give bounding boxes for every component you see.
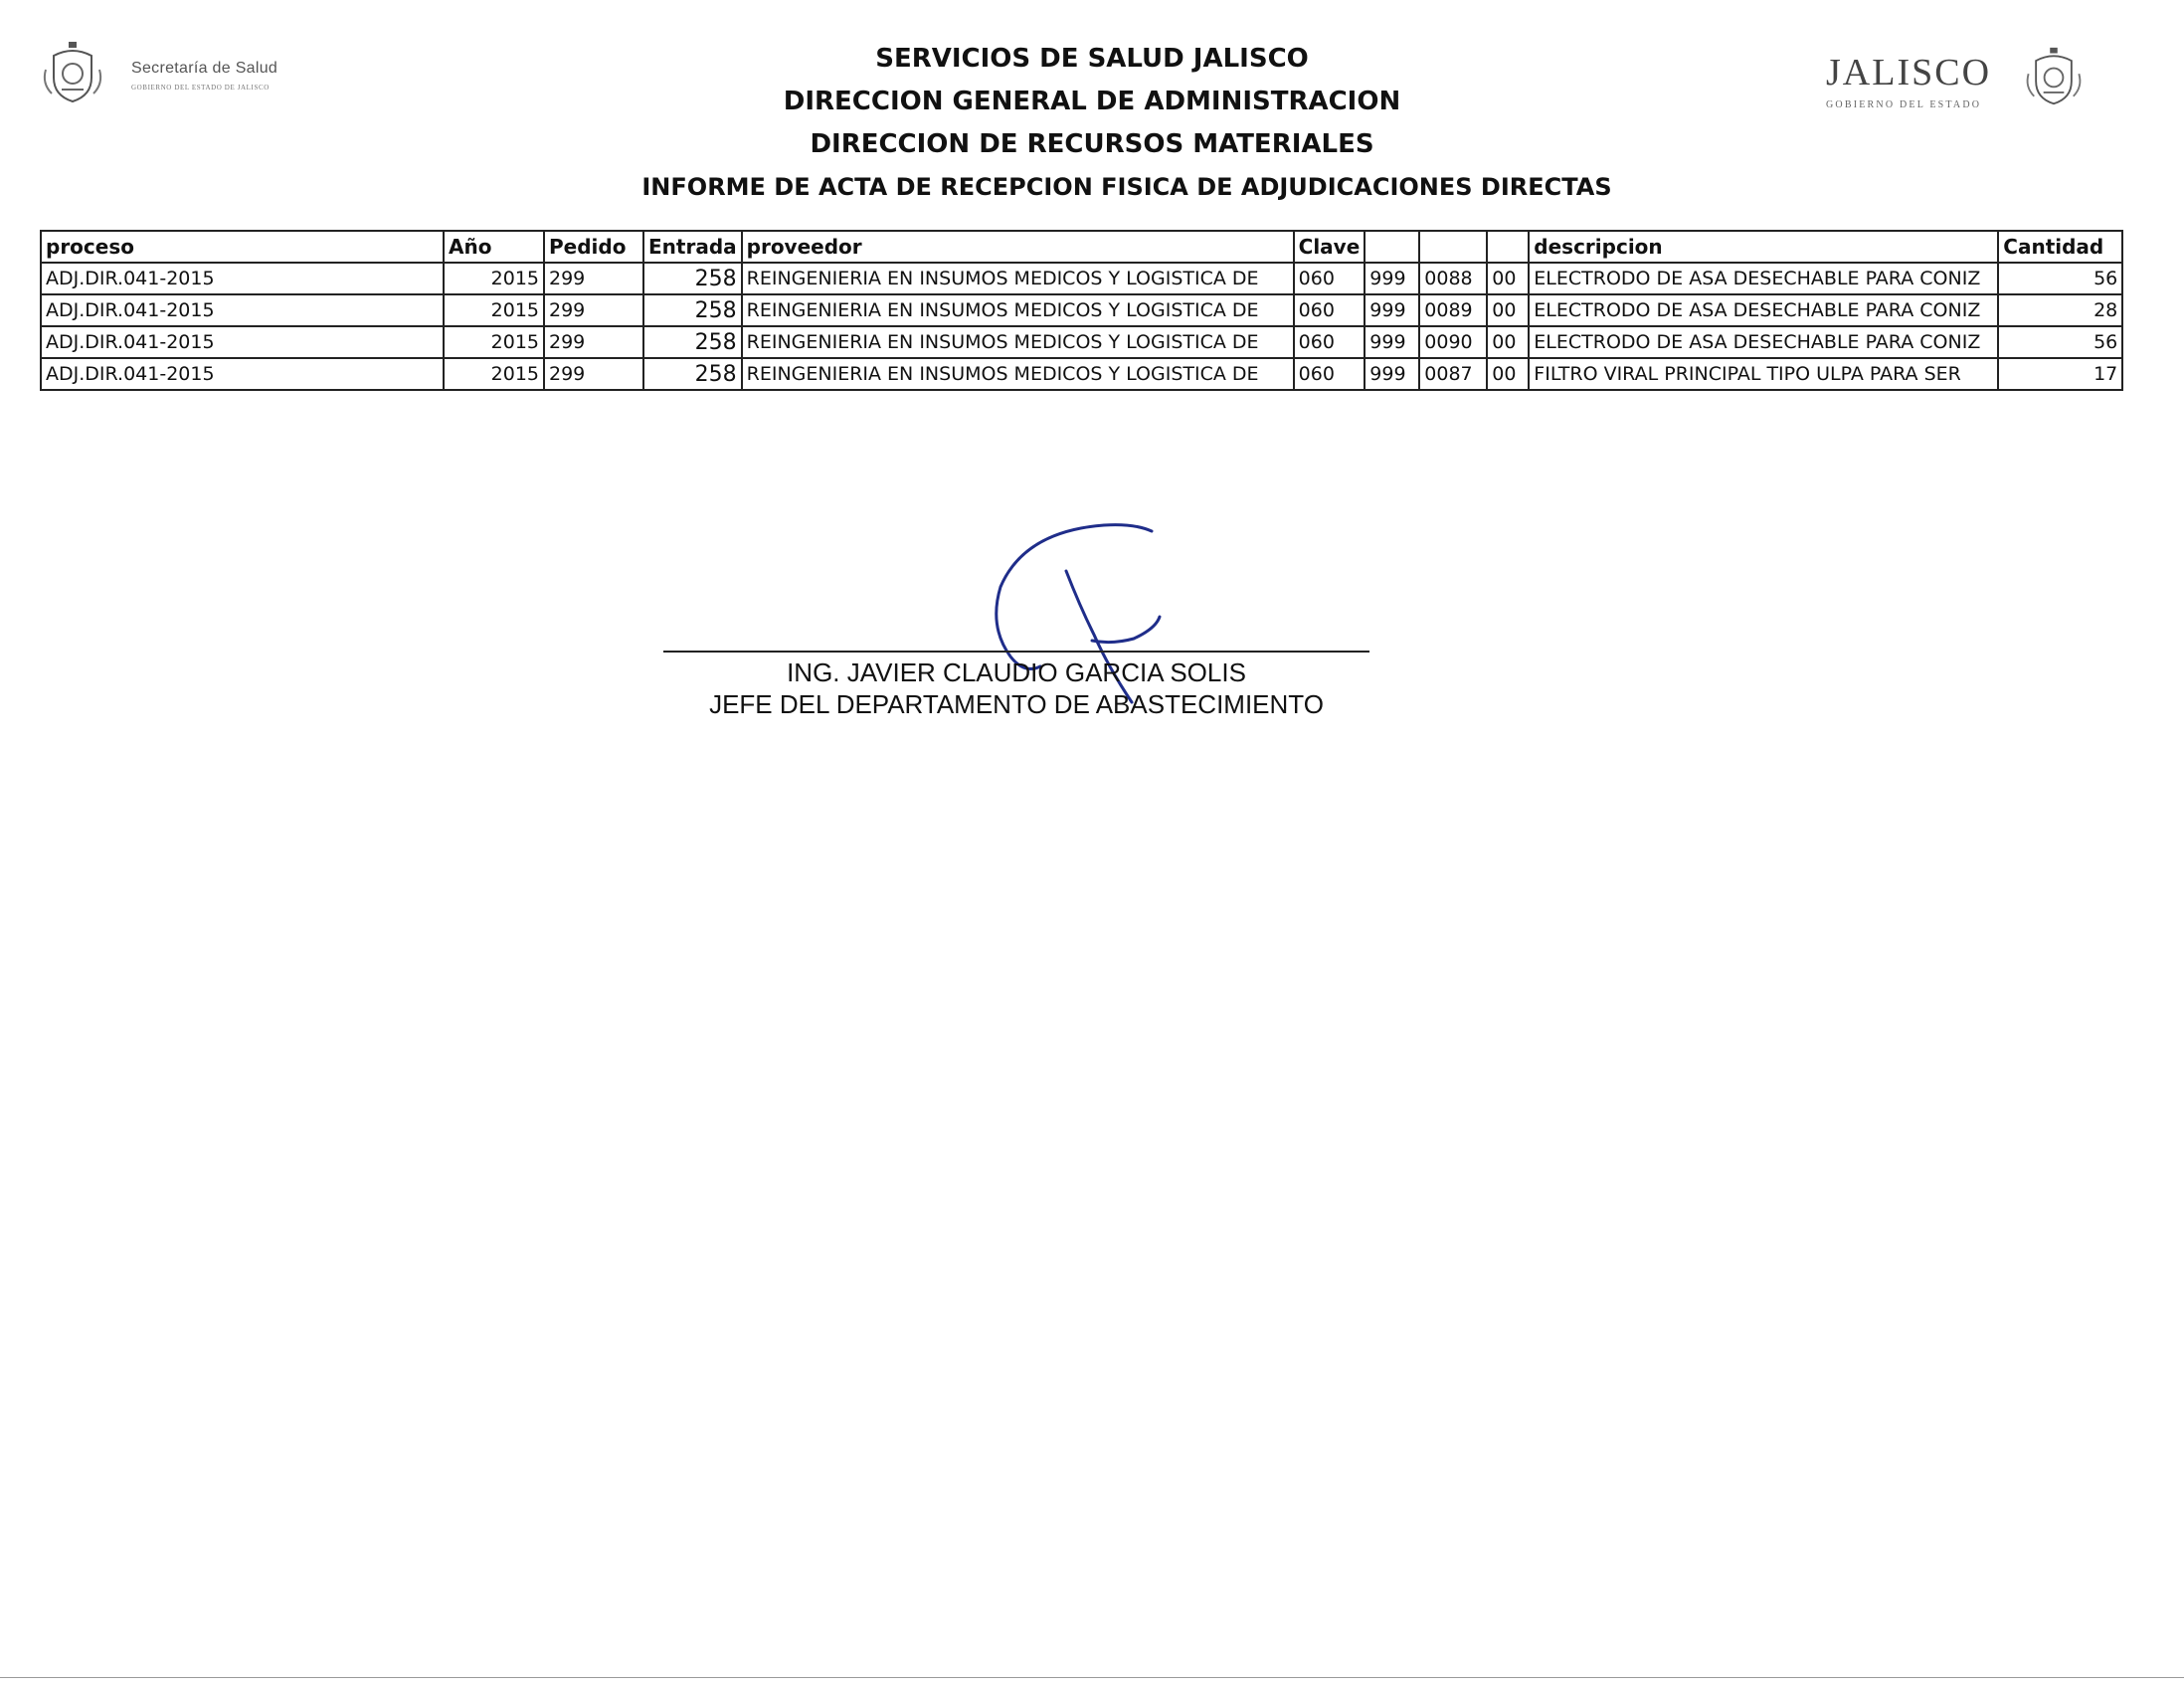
col-header-blank-2 (1419, 231, 1487, 263)
cell-clave-2: 999 (1365, 358, 1419, 390)
title-line-1: SERVICIOS DE SALUD JALISCO (875, 44, 1309, 74)
cell-clave-2: 999 (1365, 294, 1419, 326)
reception-table (40, 230, 2123, 391)
cell-clave-2: 999 (1365, 326, 1419, 358)
cell-clave-1: 060 (1294, 358, 1365, 390)
cell-descripcion: ELECTRODO DE ASA DESECHABLE PARA CONIZ (1529, 294, 1998, 326)
cell-clave-4: 00 (1487, 263, 1529, 294)
cell-proceso: ADJ.DIR.041-2015 (41, 263, 444, 294)
signature-line (663, 651, 1369, 653)
title-line-4: INFORME DE ACTA DE RECEPCION FISICA DE ADJUDICACIONES DIRECTAS (641, 173, 1612, 201)
col-header-descripcion: descripcion (1529, 231, 1998, 263)
cell-clave-1: 060 (1294, 294, 1365, 326)
cell-ano: 2015 (444, 263, 544, 294)
cell-descripcion: FILTRO VIRAL PRINCIPAL TIPO ULPA PARA SER (1529, 358, 1998, 390)
table-row (41, 358, 2122, 390)
col-header-ano: Año (444, 231, 544, 263)
secretaria-salud-sublabel: GOBIERNO DEL ESTADO DE JALISCO (131, 84, 270, 92)
cell-cantidad: 17 (1998, 358, 2122, 390)
cell-clave-4: 00 (1487, 358, 1529, 390)
cell-descripcion: ELECTRODO DE ASA DESECHABLE PARA CONIZ (1529, 263, 1998, 294)
cell-clave-4: 00 (1487, 294, 1529, 326)
cell-clave-1: 060 (1294, 263, 1365, 294)
cell-entrada: 258 (643, 294, 742, 326)
cell-clave-3: 0090 (1419, 326, 1487, 358)
table-header-row (41, 231, 2122, 263)
cell-entrada: 258 (643, 263, 742, 294)
page-bottom-rule (0, 1677, 2184, 1678)
cell-clave-2: 999 (1365, 263, 1419, 294)
title-line-3: DIRECCION DE RECURSOS MATERIALES (810, 129, 1374, 159)
jalisco-sublabel: GOBIERNO DEL ESTADO (1826, 99, 1982, 110)
cell-pedido: 299 (544, 358, 643, 390)
col-header-proceso: proceso (41, 231, 444, 263)
cell-pedido: 299 (544, 294, 643, 326)
cell-proveedor: REINGENIERIA EN INSUMOS MEDICOS Y LOGISTICA DE (742, 263, 1294, 294)
table-row (41, 263, 2122, 294)
cell-entrada: 258 (643, 326, 742, 358)
col-header-blank-3 (1487, 231, 1529, 263)
cell-cantidad: 56 (1998, 263, 2122, 294)
cell-clave-1: 060 (1294, 326, 1365, 358)
col-header-clave: Clave (1294, 231, 1365, 263)
cell-descripcion: ELECTRODO DE ASA DESECHABLE PARA CONIZ (1529, 326, 1998, 358)
table-row (41, 326, 2122, 358)
table-row (41, 294, 2122, 326)
cell-ano: 2015 (444, 358, 544, 390)
col-header-blank-1 (1365, 231, 1419, 263)
cell-entrada: 258 (643, 358, 742, 390)
cell-ano: 2015 (444, 326, 544, 358)
cell-pedido: 299 (544, 263, 643, 294)
signatory-role: JEFE DEL DEPARTAMENTO DE ABASTECIMIENTO (709, 689, 1324, 719)
cell-pedido: 299 (544, 326, 643, 358)
cell-proveedor: REINGENIERIA EN INSUMOS MEDICOS Y LOGISTICA DE (742, 294, 1294, 326)
cell-clave-3: 0088 (1419, 263, 1487, 294)
cell-proceso: ADJ.DIR.041-2015 (41, 326, 444, 358)
col-header-cantidad: Cantidad (1998, 231, 2122, 263)
cell-clave-4: 00 (1487, 326, 1529, 358)
document-titles (0, 38, 2184, 209)
cell-clave-3: 0087 (1419, 358, 1487, 390)
cell-ano: 2015 (444, 294, 544, 326)
cell-cantidad: 56 (1998, 326, 2122, 358)
cell-clave-3: 0089 (1419, 294, 1487, 326)
cell-cantidad: 28 (1998, 294, 2122, 326)
cell-proveedor: REINGENIERIA EN INSUMOS MEDICOS Y LOGISTICA DE (742, 326, 1294, 358)
secretaria-salud-label: Secretaría de Salud (131, 60, 278, 77)
signatory-name: ING. JAVIER CLAUDIO GARCIA SOLIS (787, 657, 1246, 687)
col-header-proveedor: proveedor (742, 231, 1294, 263)
cell-proveedor: REINGENIERIA EN INSUMOS MEDICOS Y LOGISTICA DE (742, 358, 1294, 390)
col-header-entrada: Entrada (643, 231, 742, 263)
jalisco-wordmark: JALISCO (1826, 52, 1992, 94)
title-line-2: DIRECCION GENERAL DE ADMINISTRACION (783, 87, 1401, 116)
col-header-pedido: Pedido (544, 231, 643, 263)
cell-proceso: ADJ.DIR.041-2015 (41, 358, 444, 390)
cell-proceso: ADJ.DIR.041-2015 (41, 294, 444, 326)
